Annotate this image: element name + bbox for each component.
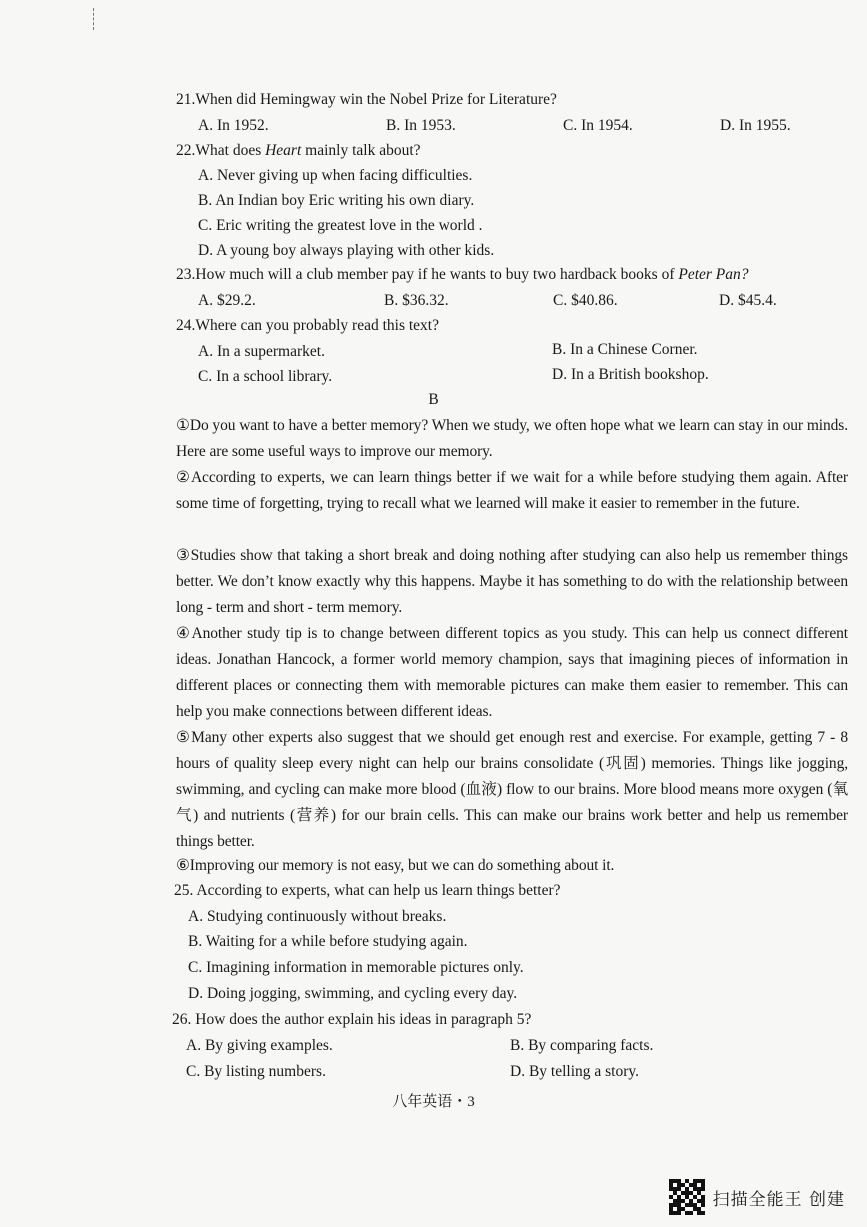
q24-option-d: D. In a British bookshop. xyxy=(552,366,709,383)
watermark-text: 扫描全能王 创建 xyxy=(712,1189,845,1210)
q22-option-d: D. A young boy always playing with other kids. xyxy=(198,242,495,259)
paragraph-5: ⑤Many other experts also suggest that we should get enough rest and exercise. For example, getting 7 - 8 hours of quality sleep every night can help our brains consolidate (巩固) memories. Things like jogging, swimming, and cycling can make more blood (血液) flow to our brains. More blood means more oxygen (氧气) and nutrients (营养) for our brain cells. This can make our brains work better and help us remember things better. xyxy=(176,729,848,850)
binding-mark xyxy=(93,8,100,30)
q25-option-d: D. Doing jogging, swimming, and cycling every day. xyxy=(188,985,518,1002)
q26-option-b: B. By comparing facts. xyxy=(510,1037,654,1054)
paragraph-6: ⑥Improving our memory is not easy, but we can do something about it. xyxy=(176,857,615,874)
q22-option-a: A. Never giving up when facing difficulties. xyxy=(198,167,473,184)
q21-option-c: C. In 1954. xyxy=(563,117,633,134)
book-title-heart: Heart xyxy=(265,142,302,159)
q24-option-c: C. In a school library. xyxy=(198,368,333,385)
question-25-stem: 25. According to experts, what can help us learn things better? xyxy=(174,882,561,899)
q21-option-a: A. In 1952. xyxy=(198,117,269,134)
question-21-stem: 21.When did Hemingway win the Nobel Prize for Literature? xyxy=(176,91,557,108)
q26-option-c: C. By listing numbers. xyxy=(186,1063,326,1080)
page-footer: 八年英语・3 xyxy=(392,1094,475,1110)
q25-option-b: B. Waiting for a while before studying again. xyxy=(188,933,468,950)
q22-option-b: B. An Indian boy Eric writing his own diary. xyxy=(198,192,475,209)
book-title-peter-pan: Peter Pan? xyxy=(678,266,749,283)
q21-option-d: D. In 1955. xyxy=(720,117,791,134)
q23-option-d: D. $45.4. xyxy=(719,292,777,309)
q26-option-a: A. By giving examples. xyxy=(186,1037,333,1054)
q23-option-c: C. $40.86. xyxy=(553,292,618,309)
question-24-stem: 24.Where can you probably read this text? xyxy=(176,317,439,334)
paragraph-2: ②According to experts, we can learn things better if we wait for a while before studying them again. After some time of forgetting, trying to recall what we learned will make it easier to remember in the future. xyxy=(176,469,848,512)
paragraph-4: ④Another study tip is to change between different topics as you study. This can help us connect different ideas. Jonathan Hancock, a former world memory champion, says that imagining pieces of information in different places or connecting them with memorable pictures can make them easier to remember. This can help you make connections between different ideas. xyxy=(176,625,848,720)
question-23-stem: 23.How much will a club member pay if he wants to buy two hardback books of Peter Pan? xyxy=(176,266,749,283)
q23-option-b: B. $36.32. xyxy=(384,292,449,309)
question-22-stem: 22.What does Heart mainly talk about? xyxy=(176,142,421,159)
q26-option-d: D. By telling a story. xyxy=(510,1063,640,1080)
paragraph-1: ①Do you want to have a better memory? When we study, we often hope what we learn can stay in our minds. Here are some useful ways to improve our memory. xyxy=(176,417,848,460)
question-26-stem: 26. How does the author explain his ideas in paragraph 5? xyxy=(172,1011,532,1028)
scanner-watermark xyxy=(669,1179,845,1215)
qr-code-icon xyxy=(669,1179,705,1215)
q24-option-a: A. In a supermarket. xyxy=(198,343,325,360)
paragraph-3: ③Studies show that taking a short break and doing nothing after studying can also help us remember things better. We don’t know exactly why this happens. Maybe it has something to do with the relationship between long - term and short - term memory. xyxy=(176,547,848,616)
q22-option-c: C. Eric writing the greatest love in the world . xyxy=(198,217,483,234)
q23-option-a: A. $29.2. xyxy=(198,292,256,309)
q24-option-b: B. In a Chinese Corner. xyxy=(552,341,698,358)
q21-option-b: B. In 1953. xyxy=(386,117,456,134)
q25-option-c: C. Imagining information in memorable pictures only. xyxy=(188,959,524,976)
section-label-b: B xyxy=(428,391,439,408)
q25-option-a: A. Studying continuously without breaks. xyxy=(188,908,447,925)
